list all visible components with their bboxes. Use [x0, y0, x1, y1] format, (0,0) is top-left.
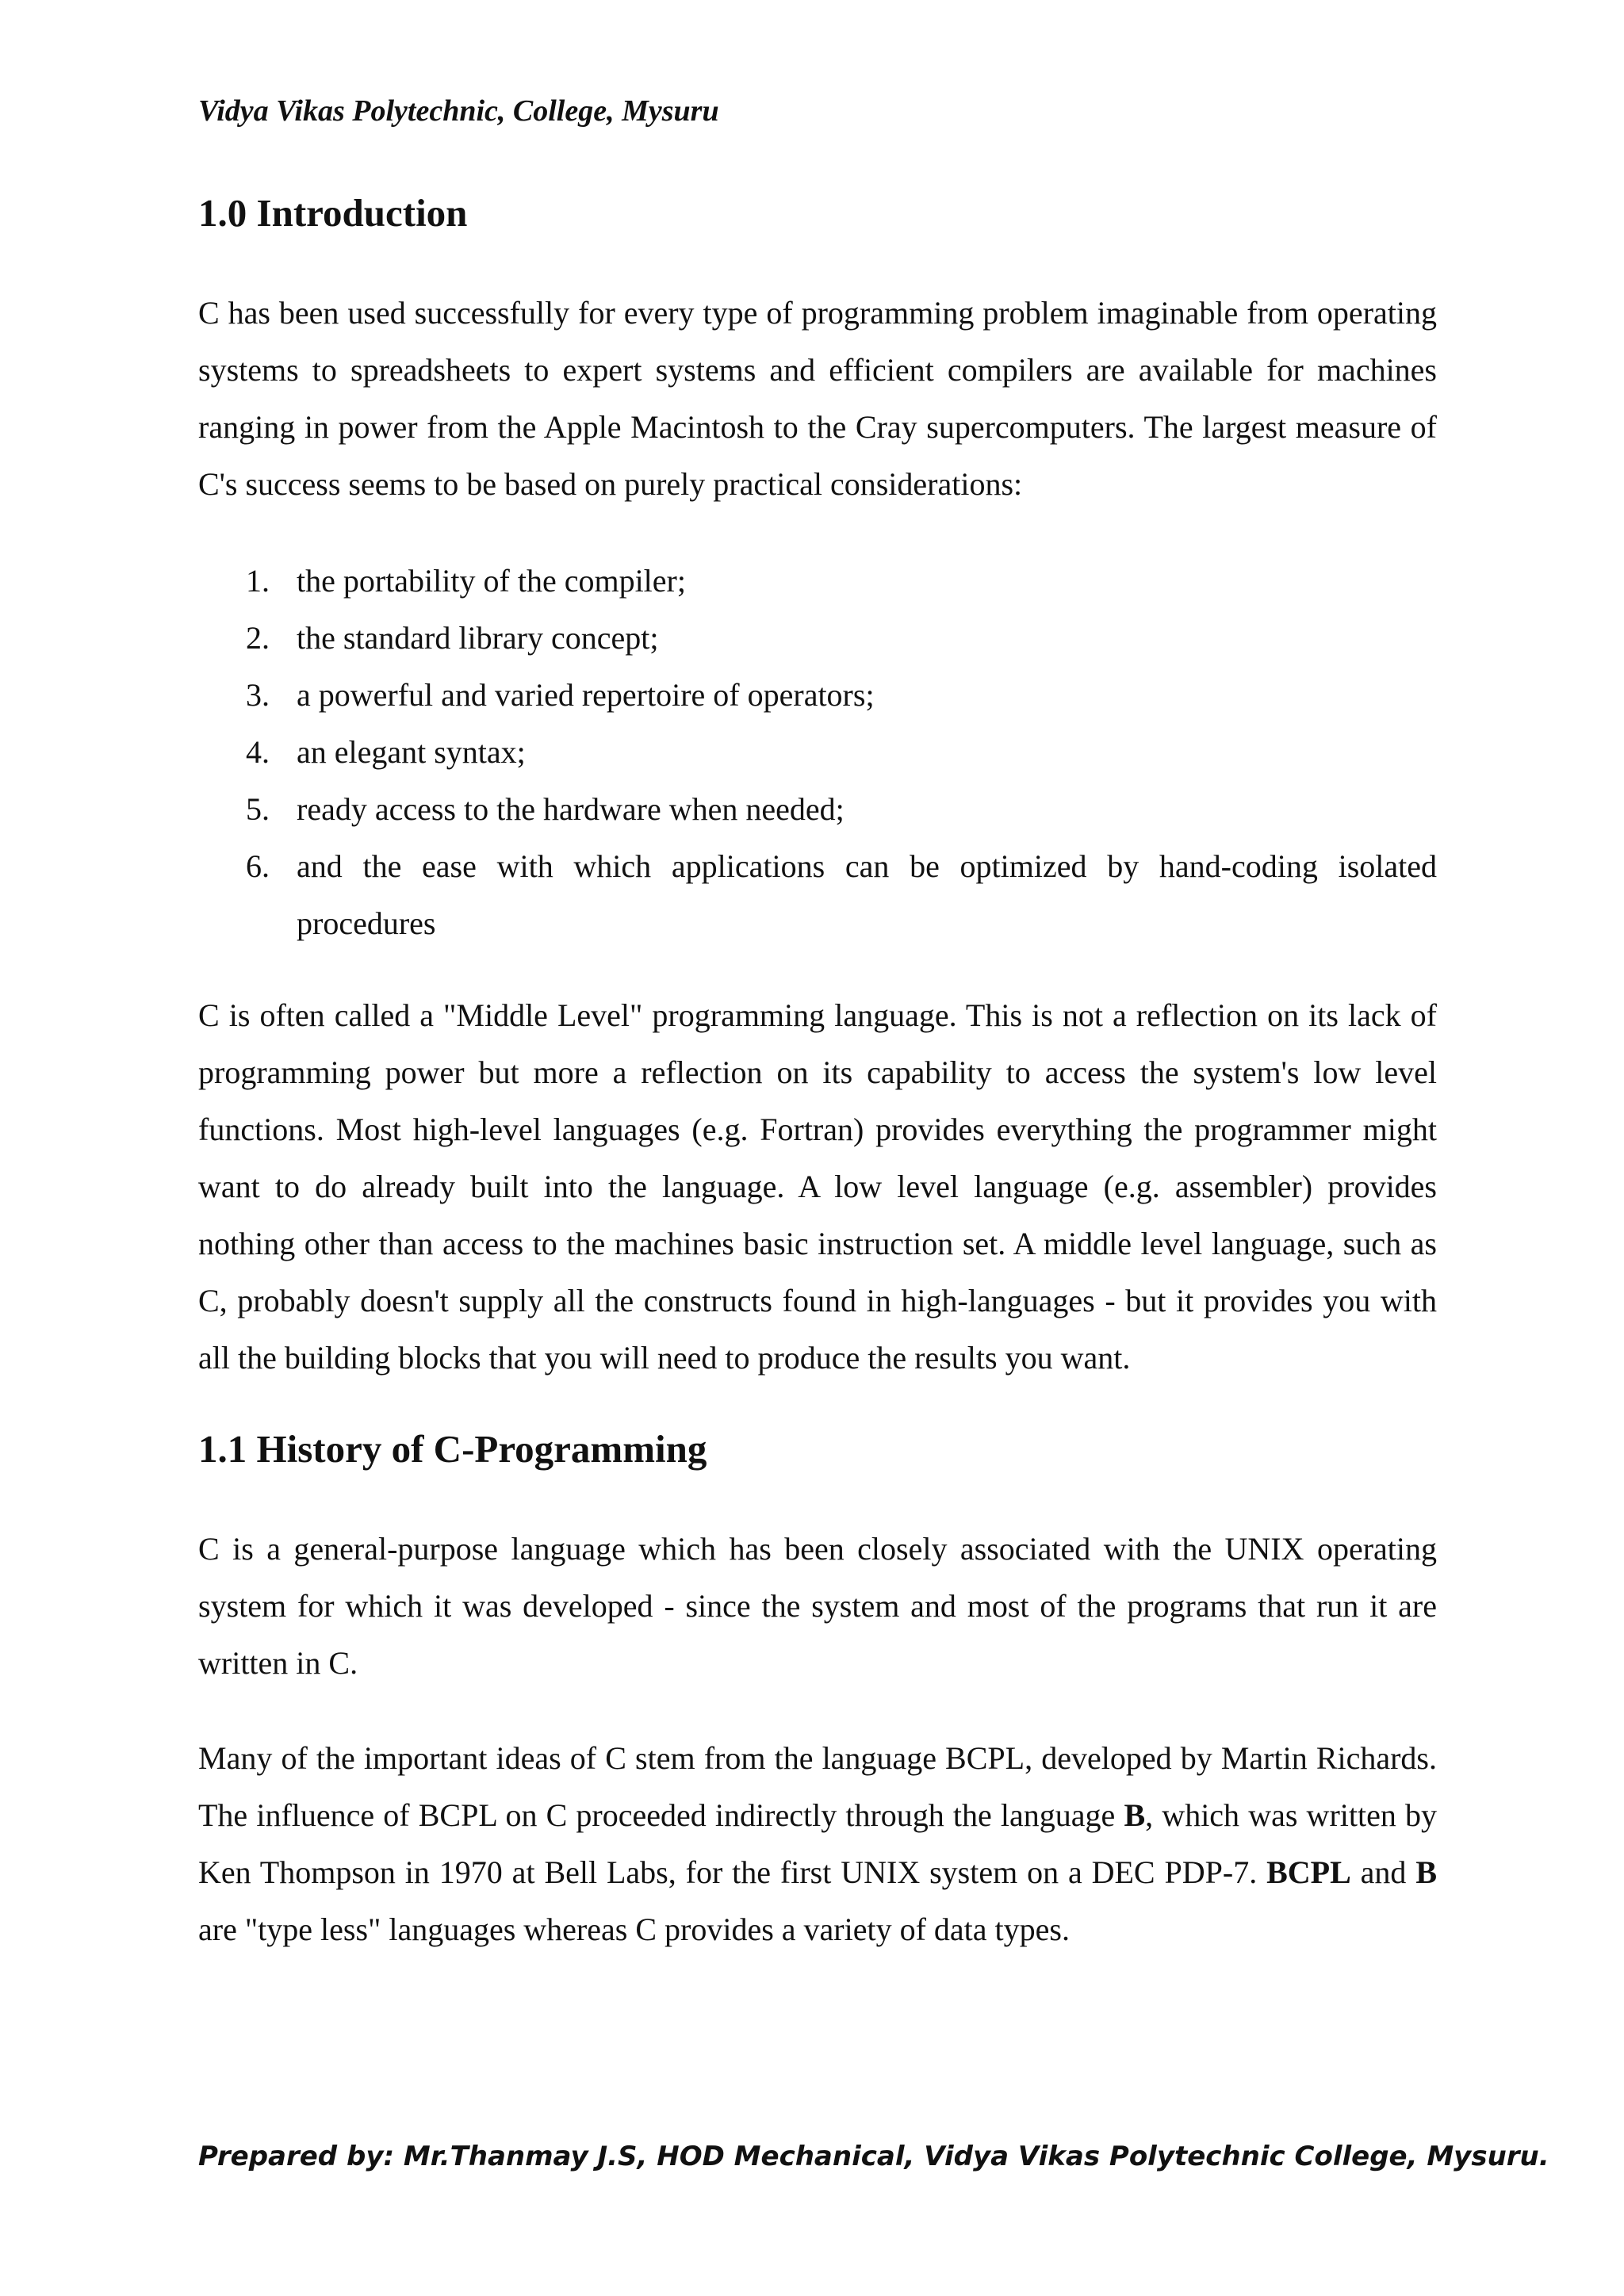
page-content [198, 190, 1437, 1958]
list-item: 1. the portability of the compiler; [246, 562, 686, 599]
section-title-introduction: 1.0 Introduction [198, 191, 468, 235]
intro-paragraph-1: C has been used successfully for every type of programming problem imaginable from operating systems to spreadsheets to expert systems and efficient compilers are available for machines ranging in power from the Apple Macintosh to the Cray supercomputers. The largest measure of C's success seems to be based on purely practical considerations: [198, 294, 1437, 502]
page-header: Vidya Vikas Polytechnic, College, Mysuru [198, 94, 719, 128]
list-item: 3. a powerful and varied repertoire of operators; [246, 676, 875, 713]
section-title-history: 1.1 History of C-Programming [198, 1426, 707, 1471]
success-factors-list [198, 553, 1437, 952]
page-footer: Prepared by: Mr.Thanmay J.S, HOD Mechanical, Vidya Vikas Polytechnic College, Mysuru. [198, 2141, 1549, 2172]
list-item: 2. the standard library concept; [246, 619, 659, 656]
history-paragraph-2: Many of the important ideas of C stem from the language BCPL, developed by Martin Richards. The influence of BCPL on C proceeded indirectly through the language B, which was written by Ken Thompson in 1970 at Bell Labs, for the first UNIX system on a DEC PDP-7. BCPL and B are "type less" languages whereas C provides a variety of data types. [198, 1739, 1438, 1947]
history-paragraph-1: C is a general-purpose language which has been closely associated with the UNIX operating system for which it was developed - since the system and most of the programs that run it are written in C. [198, 1530, 1437, 1681]
list-item: 4. an elegant syntax; [246, 733, 526, 770]
list-item: 6. and the ease with which applications can be optimized by hand-coding isolated procedures [246, 848, 1437, 941]
intro-paragraph-2: C is often called a "Middle Level" programming language. This is not a reflection on its lack of programming power but more a reflection on its capability to access the system's low level functions. Most high-level languages (e.g. Fortran) provides everything the programmer might want to do already built into the language. A low level language (e.g. assembler) provides nothing other than access to the machines basic instruction set. A middle level language, such as C, probably doesn't supply all the constructs found in high-languages - but it provides you with all the building blocks that you will need to produce the results you want. [198, 997, 1437, 1376]
list-item: 5. ready access to the hardware when needed; [246, 790, 845, 827]
